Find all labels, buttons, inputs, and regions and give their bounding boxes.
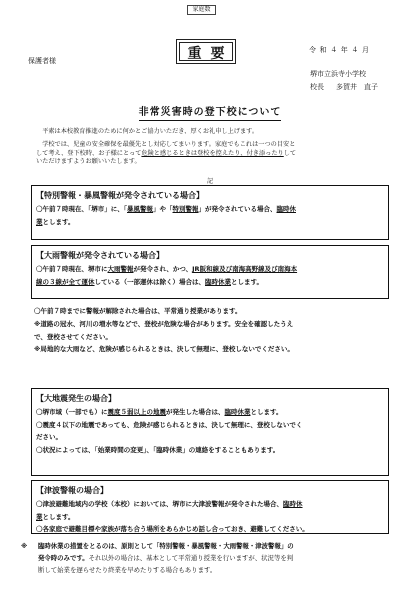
tsunami-heading: 【津波警報の場合】 xyxy=(36,486,108,495)
note-line-3: 断して始業を遅らせたり終業を早めたりする場合もあります。 xyxy=(38,566,217,574)
after-line-4: ※局地的な大雨など、危険が感じられるときは、決して無理に、登校しないでください。 xyxy=(34,345,294,354)
page-title xyxy=(0,103,420,118)
note-l1-b: 特別警報・暴風警報・大雨警報・津波警報 xyxy=(159,542,281,550)
quake-heading: 【大地震発生の場合】 xyxy=(36,394,116,403)
ki-label: 記 xyxy=(206,178,213,185)
storm-l2-a: 業 xyxy=(36,217,43,226)
intro-p2-c: いただけますようお願いいたします。 xyxy=(36,158,141,165)
intro-p2-line-3 xyxy=(36,158,388,167)
quake-line-2: 〇震度４以下の地震であっても、危険が感じられるときは、決して無理に、登校しないでく xyxy=(36,420,303,429)
storm-l1-d: 特別警報 xyxy=(172,205,199,213)
important-stamp xyxy=(176,39,236,64)
storm-l1-f: 臨時休 xyxy=(276,205,296,213)
after-line-3: で、登校させてください。 xyxy=(34,332,112,341)
note-body xyxy=(38,540,403,576)
quake-l1-c: が発生した場合は、 xyxy=(166,408,225,416)
document-date: 令和４年４月 xyxy=(309,46,373,54)
intro-paragraph-1 xyxy=(36,128,388,137)
tsunami-l2-b: とします。 xyxy=(42,512,75,521)
intro-p2-line-1 xyxy=(36,141,388,150)
storm-l1-e: 」が発令されている場合、 xyxy=(198,205,277,213)
note-l1-a: 臨時休業の措置をとるのは、原則として「 xyxy=(38,542,160,550)
storm-l2-b: とします。 xyxy=(42,217,75,226)
heavy-rain-section xyxy=(31,245,389,299)
rain-l1-d: JR阪和線及び南海高野線及び南海本 xyxy=(192,265,298,273)
storm-heading: 【特別警報・暴風警報が発令されている場合】 xyxy=(36,191,204,200)
quake-l1-e: とします。 xyxy=(250,408,283,416)
rain-l2-d: とします。 xyxy=(231,277,263,286)
intro-paragraph-2 xyxy=(36,141,388,167)
storm-line-1 xyxy=(36,203,384,216)
note-l2-b: それ以外の場合は、基本として平常通り授業を行いますが、状況等を判 xyxy=(88,554,294,562)
note-l2-a: 発令時のみです。 xyxy=(38,554,89,562)
principal-role: 校長 xyxy=(310,83,324,91)
page-title-text: 非常災害時の登下校について xyxy=(139,107,282,121)
principal xyxy=(310,82,390,92)
storm-l1-a: 〇午前７時現在、「堺市」に、「 xyxy=(36,205,127,213)
quake-l1-a: 〇堺市域（一部でも）に xyxy=(36,408,108,416)
quake-line-1 xyxy=(36,406,384,419)
important-label: 重要 xyxy=(187,46,234,62)
quake-l1-d: 臨時休業 xyxy=(224,408,251,416)
closure-note xyxy=(21,540,403,576)
note-line-2 xyxy=(38,552,403,564)
tsunami-l1-b: 臨時休 xyxy=(283,500,303,508)
rain-l1-b: 大雨警報 xyxy=(107,265,134,273)
tsunami-l1-a: 〇津波避難地域内の学校（本校）においては、堺市に大津波警報が発令された場合、 xyxy=(36,500,283,508)
rain-l1-c: が発令され、かつ、 xyxy=(133,265,193,273)
tsunami-section xyxy=(31,480,389,534)
note-l1-c: 」の xyxy=(280,542,294,550)
storm-warning-section xyxy=(31,185,389,240)
intro-p2-a: 学校では、児童の安全確保を最優先とし対応してまいります。家庭でもこれは一つの目安と xyxy=(42,141,296,148)
intro-p2-b3: して xyxy=(283,149,297,157)
tsunami-line-2 xyxy=(36,511,384,524)
rain-heading: 【大雨警報が発令されている場合】 xyxy=(36,251,164,260)
tsunami-l2-a: 業 xyxy=(36,512,43,521)
after-line-2: ※道路の冠水、河川の増水等などで、登校が危険な場合があります。安全を確認したうえ xyxy=(34,319,294,328)
after-line-1: 〇午前７時までに警報が解除された場合は、平常通り授業があります。 xyxy=(34,307,242,315)
intro-p2-line-2 xyxy=(36,150,388,159)
school-name: 堺市立浜寺小学校 xyxy=(310,70,366,78)
addressee: 保護者様 xyxy=(28,57,56,65)
rain-line-1 xyxy=(36,263,384,276)
warning-lifted-notes xyxy=(34,305,390,356)
quake-line-3: ださい。 xyxy=(36,433,62,441)
tsunami-line-3: 〇各家庭で避難目標や家族が落ち合う場所をあらかじめ話し合っておき、避難してください。 xyxy=(36,525,309,533)
storm-line-2 xyxy=(36,216,384,229)
note-mark: ※ xyxy=(21,542,28,550)
principal-name: 多賀井 直子 xyxy=(336,83,378,91)
quake-l1-b: 震度５弱以上の地震 xyxy=(107,408,166,416)
note-line-1 xyxy=(38,540,403,552)
intro-p2-b2: 危険と感じるときは登校を控えたり、付き添ったり xyxy=(141,149,284,157)
intro-p2-b1: して考え、登下校時、お子様にとって xyxy=(36,149,142,157)
doc-tag-label: 家庭数 xyxy=(187,5,216,15)
storm-l1-b: 暴風警報 xyxy=(127,205,153,213)
rain-l2-b: している（一部運休は除く）場合は、 xyxy=(94,277,205,286)
rain-l2-a: 線の３線が全て運休 xyxy=(36,277,95,286)
tsunami-line-1 xyxy=(36,498,384,511)
rain-l1-a: 〇午前７時現在、堺市に xyxy=(36,265,108,273)
storm-l1-c: 」や「 xyxy=(153,205,173,213)
intro-p1-text: 平素は本校教育推進のために何かとご協力いただき、厚くお礼申し上げます。 xyxy=(42,128,259,135)
rain-l2-c: 臨時休業 xyxy=(205,277,231,286)
quake-line-4: 〇状況によっては、「始業時間の変更」、「臨時休業」の連絡をすることもあります。 xyxy=(36,445,280,454)
earthquake-section xyxy=(31,388,389,476)
rain-line-2 xyxy=(36,276,384,289)
